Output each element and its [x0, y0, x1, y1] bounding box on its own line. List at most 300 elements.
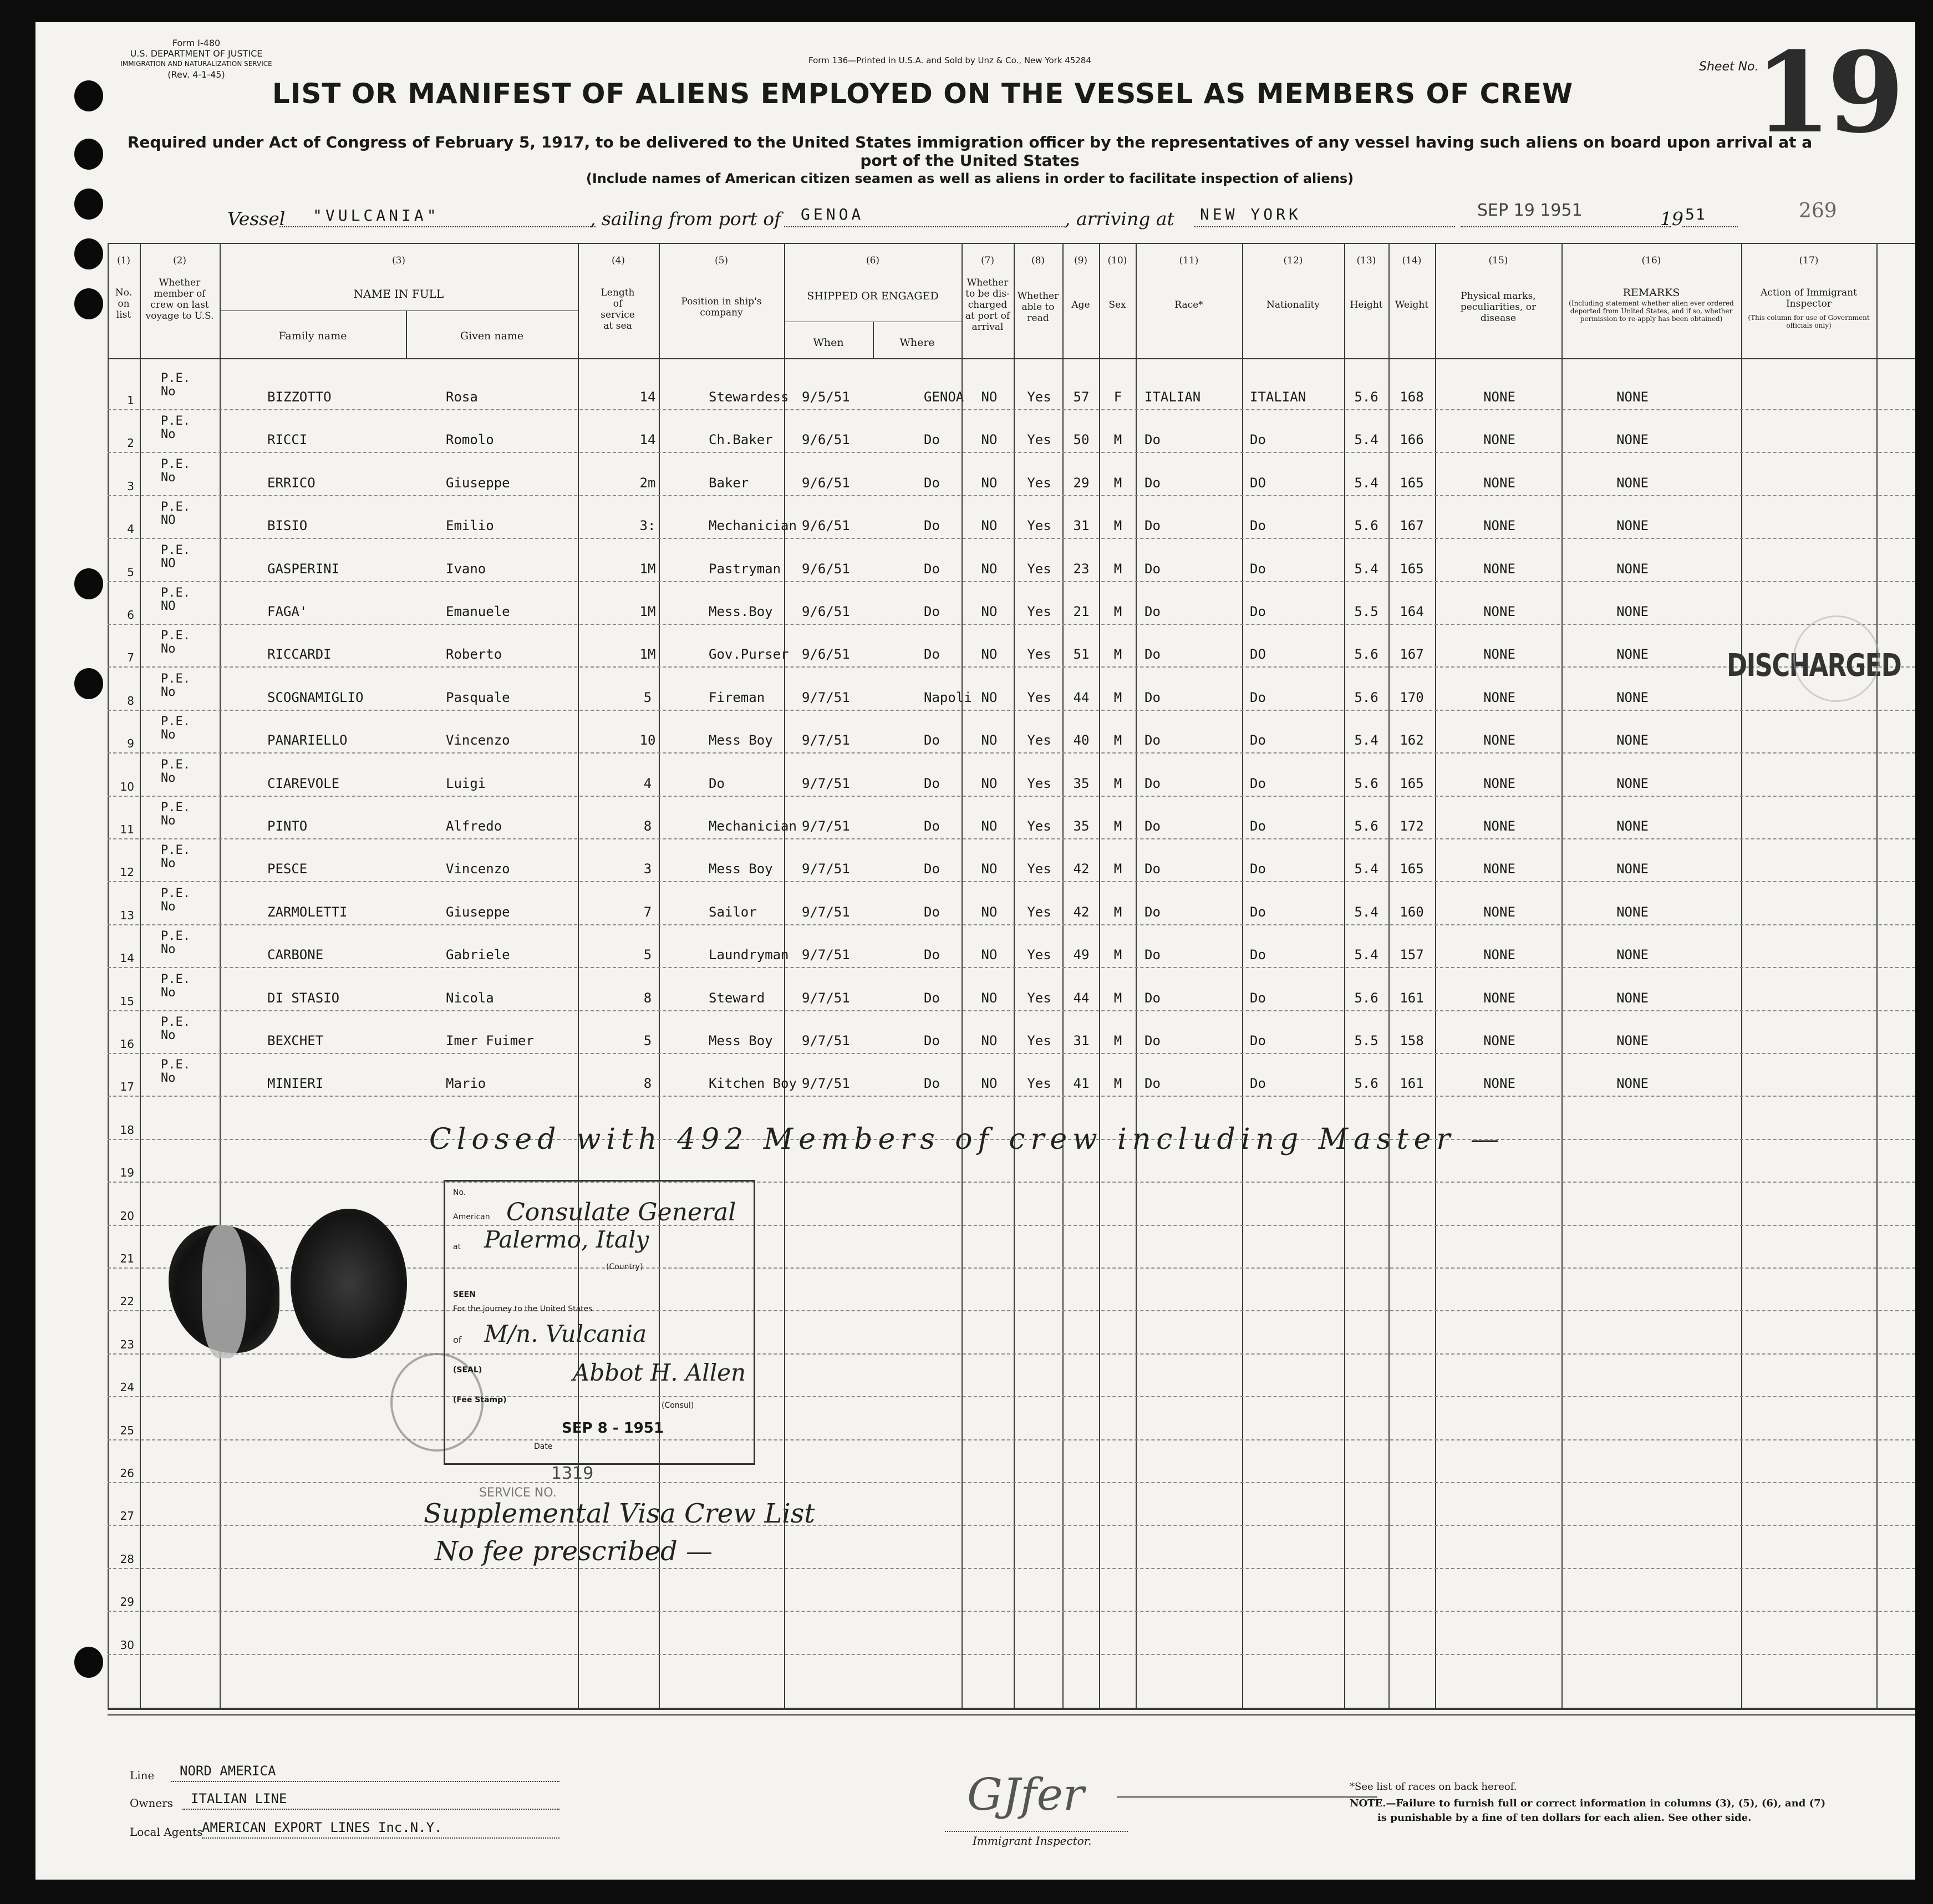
pe-mark: P.E.: [161, 715, 190, 729]
row-ruling: [108, 666, 1915, 668]
cell-service: 5: [643, 1033, 652, 1048]
row-ruling: [108, 1396, 1915, 1397]
cell-read: Yes: [1027, 861, 1051, 877]
cell-nationality: Do: [1250, 1076, 1266, 1092]
line-number: 16: [120, 1037, 134, 1051]
row-ruling: [108, 967, 1915, 968]
row-ruling: [108, 409, 1915, 410]
pe-mark: P.E.: [161, 886, 190, 900]
cell-position: Pastryman: [709, 561, 781, 577]
cell-nationality: Do: [1250, 775, 1266, 791]
wax-seal: [291, 1209, 407, 1358]
cell-nationality: Do: [1250, 432, 1266, 448]
cell-weight: 162: [1400, 732, 1424, 749]
cell-weight: 165: [1400, 861, 1424, 877]
pe-mark: P.E.: [161, 629, 190, 643]
row-ruling: [108, 1525, 1915, 1526]
cell-height: 5.4: [1354, 861, 1378, 877]
row-ruling: [108, 581, 1915, 582]
cell-given: Alfredo: [446, 818, 502, 834]
cell-height: 5.6: [1354, 990, 1378, 1006]
cell-when: 9/7/51: [802, 904, 850, 920]
cell-where: Do: [924, 518, 940, 534]
cell-given: Emanuele: [446, 604, 510, 619]
cell-service: 8: [643, 1076, 652, 1092]
line-number: 1: [127, 394, 134, 407]
cell-marks: NONE: [1483, 475, 1515, 491]
cell-when: 9/6/51: [802, 561, 850, 577]
cell-where: Do: [924, 947, 940, 963]
cell-race: Do: [1144, 689, 1161, 705]
cell-age: 44: [1073, 990, 1090, 1006]
consul-signature: Abbot H. Allen: [573, 1359, 746, 1386]
col-4-label: Length of service at sea: [601, 287, 635, 332]
cell-age: 50: [1073, 432, 1090, 448]
ribbon-seal: [202, 1225, 246, 1358]
cell-when: 9/6/51: [802, 475, 850, 491]
col-3-label: NAME IN FULL: [353, 287, 444, 301]
cell-when: 9/7/51: [802, 1033, 850, 1048]
cell-discharged: NO: [981, 947, 998, 963]
cell-read: Yes: [1027, 947, 1051, 963]
cell-family: RICCI: [267, 432, 308, 448]
cell-when: 9/5/51: [802, 389, 850, 405]
cell-sex: M: [1113, 475, 1122, 491]
line-number: 8: [127, 694, 134, 707]
cell-position: Baker: [709, 475, 749, 491]
cell-family: BISIO: [267, 518, 308, 534]
pe-mark: P.E.: [161, 1015, 190, 1029]
subtitle: [119, 133, 1821, 188]
cell-given: Giuseppe: [446, 475, 510, 491]
col-17-note: (This column for use of Government officials only): [1748, 314, 1870, 329]
col-9-label: Age: [1071, 299, 1090, 310]
line-number: 17: [120, 1080, 134, 1094]
manifest-sheet: [35, 22, 1915, 1880]
line-number: 24: [120, 1381, 134, 1394]
footer-agents-label: Local Agents: [130, 1825, 203, 1839]
cell-when: 9/7/51: [802, 947, 850, 963]
cell-remarks: NONE: [1616, 389, 1649, 405]
consulate-stamp: [444, 1180, 755, 1465]
last-voyage: No: [161, 685, 176, 699]
stamp-vessel-prefix: of: [453, 1335, 462, 1345]
cell-sex: M: [1113, 904, 1122, 920]
col-4-number: (4): [611, 255, 625, 266]
col-6-number: (6): [866, 255, 880, 266]
cell-marks: NONE: [1483, 646, 1515, 663]
cell-position: Sailor: [709, 904, 757, 920]
note-line-1: —Failure to furnish full or correct information in columns (3), (5), (6), and (7): [1386, 1798, 1826, 1809]
pe-mark: P.E.: [161, 1058, 190, 1072]
cell-remarks: NONE: [1616, 475, 1649, 491]
service-number: 1319: [551, 1464, 594, 1483]
service-name: IMMIGRATION AND NATURALIZATION SERVICE: [120, 60, 272, 68]
footer-owners-label: Owners: [130, 1796, 174, 1810]
cell-service: 8: [643, 990, 652, 1006]
revision: (Rev. 4-1-45): [167, 69, 225, 80]
discharged-stamp: DISCHARGED: [1727, 648, 1901, 684]
row-ruling: [108, 710, 1915, 711]
cell-nationality: Do: [1250, 518, 1266, 534]
cell-marks: NONE: [1483, 604, 1515, 619]
cell-given: Giuseppe: [446, 904, 510, 920]
last-voyage: No: [161, 385, 176, 399]
cell-remarks: NONE: [1616, 689, 1649, 705]
cell-service: 2m: [639, 475, 656, 491]
cell-when: 9/7/51: [802, 818, 850, 834]
cell-service: 14: [639, 432, 656, 448]
cell-read: Yes: [1027, 1033, 1051, 1048]
cell-nationality: Do: [1250, 904, 1266, 920]
cell-read: Yes: [1027, 732, 1051, 749]
cell-height: 5.4: [1354, 904, 1378, 920]
cell-given: Ivano: [446, 561, 486, 577]
cell-read: Yes: [1027, 1076, 1051, 1092]
pe-mark: P.E.: [161, 457, 190, 471]
cell-marks: NONE: [1483, 947, 1515, 963]
col-2-number: (2): [172, 255, 187, 266]
pe-mark: P.E.: [161, 801, 190, 814]
pe-mark: P.E.: [161, 500, 190, 515]
col-12-label: Nationality: [1266, 299, 1320, 310]
cell-family: MINIERI: [267, 1076, 324, 1092]
col-6-where-label: Where: [899, 337, 935, 349]
cell-discharged: NO: [981, 904, 998, 920]
pe-mark: P.E.: [161, 543, 190, 557]
cell-when: 9/7/51: [802, 990, 850, 1006]
cell-where: GENOA: [924, 389, 964, 405]
cell-height: 5.4: [1354, 432, 1378, 448]
cell-when: 9/7/51: [802, 1076, 850, 1092]
cell-discharged: NO: [981, 518, 998, 534]
cell-weight: 167: [1400, 518, 1424, 534]
cell-read: Yes: [1027, 818, 1051, 834]
cell-nationality: Do: [1250, 818, 1266, 834]
cell-height: 5.6: [1354, 518, 1378, 534]
col-17-label: Action of Immigrant Inspector: [1761, 287, 1857, 309]
year-label: 19: [1660, 208, 1683, 230]
cell-family: ERRICO: [267, 475, 316, 491]
cell-family: GASPERINI: [267, 561, 340, 577]
row-ruling: [108, 1010, 1915, 1011]
punch-hole: [74, 288, 103, 319]
col-3-family-label: Family name: [278, 330, 347, 342]
cell-when: 9/6/51: [802, 518, 850, 534]
subtitle-line-2: port of the United States: [860, 151, 1080, 170]
cell-height: 5.6: [1354, 775, 1378, 791]
cell-read: Yes: [1027, 775, 1051, 791]
stamp-city: Palermo, Italy: [484, 1226, 649, 1253]
stamp-seal-label: (SEAL): [453, 1366, 482, 1374]
col-11-number: (11): [1179, 255, 1199, 266]
line-number: 3: [127, 479, 134, 493]
pe-mark: P.E.: [161, 671, 190, 686]
pe-mark: P.E.: [161, 757, 190, 772]
cell-race: Do: [1144, 604, 1161, 619]
cell-race: ITALIAN: [1144, 389, 1201, 405]
stamp-date: SEP 8 - 1951: [562, 1420, 664, 1437]
cell-read: Yes: [1027, 646, 1051, 663]
cell-race: Do: [1144, 646, 1161, 663]
last-voyage: No: [161, 771, 176, 785]
cell-sex: M: [1113, 561, 1122, 577]
cell-given: Gabriele: [446, 947, 510, 963]
row-ruling: [108, 1482, 1915, 1483]
line-number: 26: [120, 1467, 134, 1480]
cell-position: Kitchen Boy: [709, 1076, 797, 1092]
stamp-vessel: M/n. Vulcania: [484, 1320, 647, 1347]
cell-discharged: NO: [981, 1076, 998, 1092]
cell-race: Do: [1144, 947, 1161, 963]
subtitle-line-3: (Include names of American citizen seamen as well as aliens in order to facilitate inspection of aliens): [586, 171, 1354, 186]
service-number-label: SERVICE NO.: [479, 1486, 557, 1500]
line-number: 14: [120, 951, 134, 965]
last-voyage: No: [161, 943, 176, 957]
cell-weight: 172: [1400, 818, 1424, 834]
cell-discharged: NO: [981, 990, 998, 1006]
cell-where: Do: [924, 775, 940, 791]
last-voyage: NO: [161, 599, 176, 613]
cell-weight: 165: [1400, 475, 1424, 491]
cell-discharged: NO: [981, 732, 998, 749]
cell-sex: M: [1113, 1033, 1122, 1048]
cell-nationality: Do: [1250, 990, 1266, 1006]
subtitle-line-1: Required under Act of Congress of February 5, 1917, to be delivered to the United States immigration officer by the representatives of any vessel having such aliens on board upon arrival at a: [127, 133, 1813, 151]
cell-marks: NONE: [1483, 818, 1515, 834]
cell-position: Do: [709, 775, 725, 791]
port-to: NEW YORK: [1200, 205, 1301, 223]
cell-weight: 164: [1400, 604, 1424, 619]
cell-height: 5.4: [1354, 561, 1378, 577]
cell-where: Do: [924, 904, 940, 920]
col-6-label: SHIPPED OR ENGAGED: [807, 290, 939, 302]
cell-nationality: Do: [1250, 561, 1266, 577]
pe-mark: P.E.: [161, 371, 190, 385]
cell-family: CARBONE: [267, 947, 324, 963]
cell-discharged: NO: [981, 818, 998, 834]
row-ruling: [108, 1568, 1915, 1569]
inspector-signature: GJfer: [967, 1769, 1085, 1820]
cell-read: Yes: [1027, 432, 1051, 448]
cell-position: Mess Boy: [709, 732, 773, 749]
cell-nationality: ITALIAN: [1250, 389, 1306, 405]
cell-where: Do: [924, 1033, 940, 1048]
arrival-date-stamp: SEP 19 1951: [1477, 201, 1583, 220]
line-number: 7: [127, 651, 134, 665]
cell-race: Do: [1144, 518, 1161, 534]
col-11-label: Race*: [1174, 299, 1203, 310]
cell-race: Do: [1144, 432, 1161, 448]
cell-family: PANARIELLO: [267, 732, 348, 749]
cell-marks: NONE: [1483, 861, 1515, 877]
cell-age: 49: [1073, 947, 1090, 963]
cell-age: 31: [1073, 518, 1090, 534]
line-number: 30: [120, 1638, 134, 1652]
cell-sex: M: [1113, 646, 1122, 663]
cell-sex: M: [1113, 818, 1122, 834]
form-block: [113, 38, 279, 80]
cell-marks: NONE: [1483, 990, 1515, 1006]
cell-position: Ch.Baker: [709, 432, 773, 448]
cell-discharged: NO: [981, 646, 998, 663]
pe-mark: P.E.: [161, 929, 190, 944]
cell-race: Do: [1144, 861, 1161, 877]
cell-sex: M: [1113, 689, 1122, 705]
cell-where: Do: [924, 604, 940, 619]
col-1-number: (1): [116, 255, 131, 266]
cell-discharged: NO: [981, 432, 998, 448]
cell-when: 9/6/51: [802, 604, 850, 619]
row-ruling: [108, 1053, 1915, 1054]
cell-age: 29: [1073, 475, 1090, 491]
cell-given: Luigi: [446, 775, 486, 791]
row-ruling: [108, 1182, 1915, 1183]
line-number: 27: [120, 1509, 134, 1523]
cell-age: 57: [1073, 389, 1090, 405]
pe-mark: P.E.: [161, 972, 190, 986]
cell-discharged: NO: [981, 775, 998, 791]
note-line-2: is punishable by a fine of ten dollars for each alien. See other side.: [1377, 1812, 1752, 1824]
last-voyage: No: [161, 1029, 176, 1042]
line-number: 23: [120, 1337, 134, 1351]
cell-nationality: DO: [1250, 475, 1266, 491]
cell-position: Mess Boy: [709, 1033, 773, 1048]
cell-read: Yes: [1027, 389, 1051, 405]
cell-marks: NONE: [1483, 1033, 1515, 1048]
cell-race: Do: [1144, 818, 1161, 834]
cell-sex: M: [1113, 604, 1122, 619]
cell-age: 21: [1073, 604, 1090, 619]
col-16-number: (16): [1641, 255, 1661, 266]
cell-height: 5.4: [1354, 732, 1378, 749]
cell-given: Rosa: [446, 389, 478, 405]
col-5-label: Position in ship's company: [681, 296, 762, 318]
col-7-label: Whether to be dis-charged at port of arrival: [965, 277, 1010, 333]
row-ruling: [108, 538, 1915, 539]
cell-position: Fireman: [709, 689, 765, 705]
cell-sex: F: [1113, 389, 1122, 405]
row-ruling: [108, 1096, 1915, 1097]
cell-nationality: Do: [1250, 604, 1266, 619]
cell-discharged: NO: [981, 561, 998, 577]
last-voyage: NO: [161, 556, 176, 571]
line-number: 18: [120, 1123, 134, 1137]
cell-read: Yes: [1027, 604, 1051, 619]
cell-sex: M: [1113, 775, 1122, 791]
line-number: 5: [127, 565, 134, 579]
form-number: Form I-480: [172, 38, 221, 48]
last-voyage: No: [161, 427, 176, 442]
cell-remarks: NONE: [1616, 561, 1649, 577]
year-value: 51: [1685, 205, 1706, 223]
col-9-number: (9): [1074, 255, 1088, 266]
cell-read: Yes: [1027, 475, 1051, 491]
cell-remarks: NONE: [1616, 904, 1649, 920]
cell-marks: NONE: [1483, 432, 1515, 448]
col-3-number: (3): [391, 255, 406, 266]
stamp-date-label: Date: [534, 1442, 553, 1451]
cell-given: Mario: [446, 1076, 486, 1092]
cell-race: Do: [1144, 475, 1161, 491]
cell-marks: NONE: [1483, 389, 1515, 405]
cell-discharged: NO: [981, 861, 998, 877]
row-ruling: [108, 796, 1915, 797]
col-16-label: REMARKS: [1622, 287, 1680, 299]
cell-sex: M: [1113, 947, 1122, 963]
cell-remarks: NONE: [1616, 861, 1649, 877]
cell-nationality: Do: [1250, 861, 1266, 877]
cell-marks: NONE: [1483, 1076, 1515, 1092]
cell-when: 9/6/51: [802, 646, 850, 663]
cell-given: Pasquale: [446, 689, 510, 705]
cell-where: Napoli: [924, 689, 972, 705]
line-number: 4: [127, 522, 134, 536]
closing-note: Closed with 492 Members of crew including Master —: [429, 1123, 1505, 1156]
cell-given: Nicola: [446, 990, 494, 1006]
department: U.S. DEPARTMENT OF JUSTICE: [130, 48, 263, 59]
punch-hole: [74, 189, 103, 220]
cell-service: 4: [643, 775, 652, 791]
cell-sex: M: [1113, 518, 1122, 534]
cell-remarks: NONE: [1616, 604, 1649, 619]
cell-race: Do: [1144, 561, 1161, 577]
footer-owners: ITALIAN LINE: [191, 1791, 287, 1806]
cell-remarks: NONE: [1616, 947, 1649, 963]
stamp-country-label: (Country): [606, 1262, 643, 1271]
cell-race: Do: [1144, 775, 1161, 791]
cell-where: Do: [924, 818, 940, 834]
cell-weight: 161: [1400, 990, 1424, 1006]
stamp-at-label: at: [453, 1243, 461, 1251]
cell-nationality: Do: [1250, 732, 1266, 749]
last-voyage: No: [161, 1071, 176, 1086]
line-number: 2: [127, 436, 134, 450]
col-1-label: No. on list: [115, 287, 133, 320]
col-8-number: (8): [1031, 255, 1045, 266]
cell-marks: NONE: [1483, 775, 1515, 791]
cell-height: 5.6: [1354, 646, 1378, 663]
cell-service: 10: [639, 732, 656, 749]
col-3-given-label: Given name: [460, 330, 524, 342]
cell-age: 23: [1073, 561, 1090, 577]
sheet-label: Sheet No.: [1699, 60, 1759, 74]
col-7-number: (7): [980, 255, 995, 266]
printer-imprint: Form 136—Printed in U.S.A. and Sold by Unz & Co., New York 45284: [808, 55, 1091, 65]
cell-marks: NONE: [1483, 561, 1515, 577]
cell-age: 42: [1073, 904, 1090, 920]
stamp-no-label: No.: [453, 1188, 466, 1197]
cell-when: 9/7/51: [802, 861, 850, 877]
cell-read: Yes: [1027, 990, 1051, 1006]
cell-where: Do: [924, 1076, 940, 1092]
cell-remarks: NONE: [1616, 775, 1649, 791]
cell-weight: 158: [1400, 1033, 1424, 1048]
cell-height: 5.4: [1354, 475, 1378, 491]
cell-where: Do: [924, 990, 940, 1006]
stamp-number: 269: [1799, 200, 1837, 222]
cell-remarks: NONE: [1616, 1076, 1649, 1092]
cell-age: 41: [1073, 1076, 1090, 1092]
handwritten-note-1: Supplemental Visa Crew List: [424, 1498, 815, 1529]
pe-mark: P.E.: [161, 414, 190, 429]
cell-sex: M: [1113, 732, 1122, 749]
cell-weight: 160: [1400, 904, 1424, 920]
last-voyage: No: [161, 899, 176, 914]
cell-discharged: NO: [981, 689, 998, 705]
cell-position: Gov.Purser: [709, 646, 789, 663]
col-13-number: (13): [1356, 255, 1376, 266]
